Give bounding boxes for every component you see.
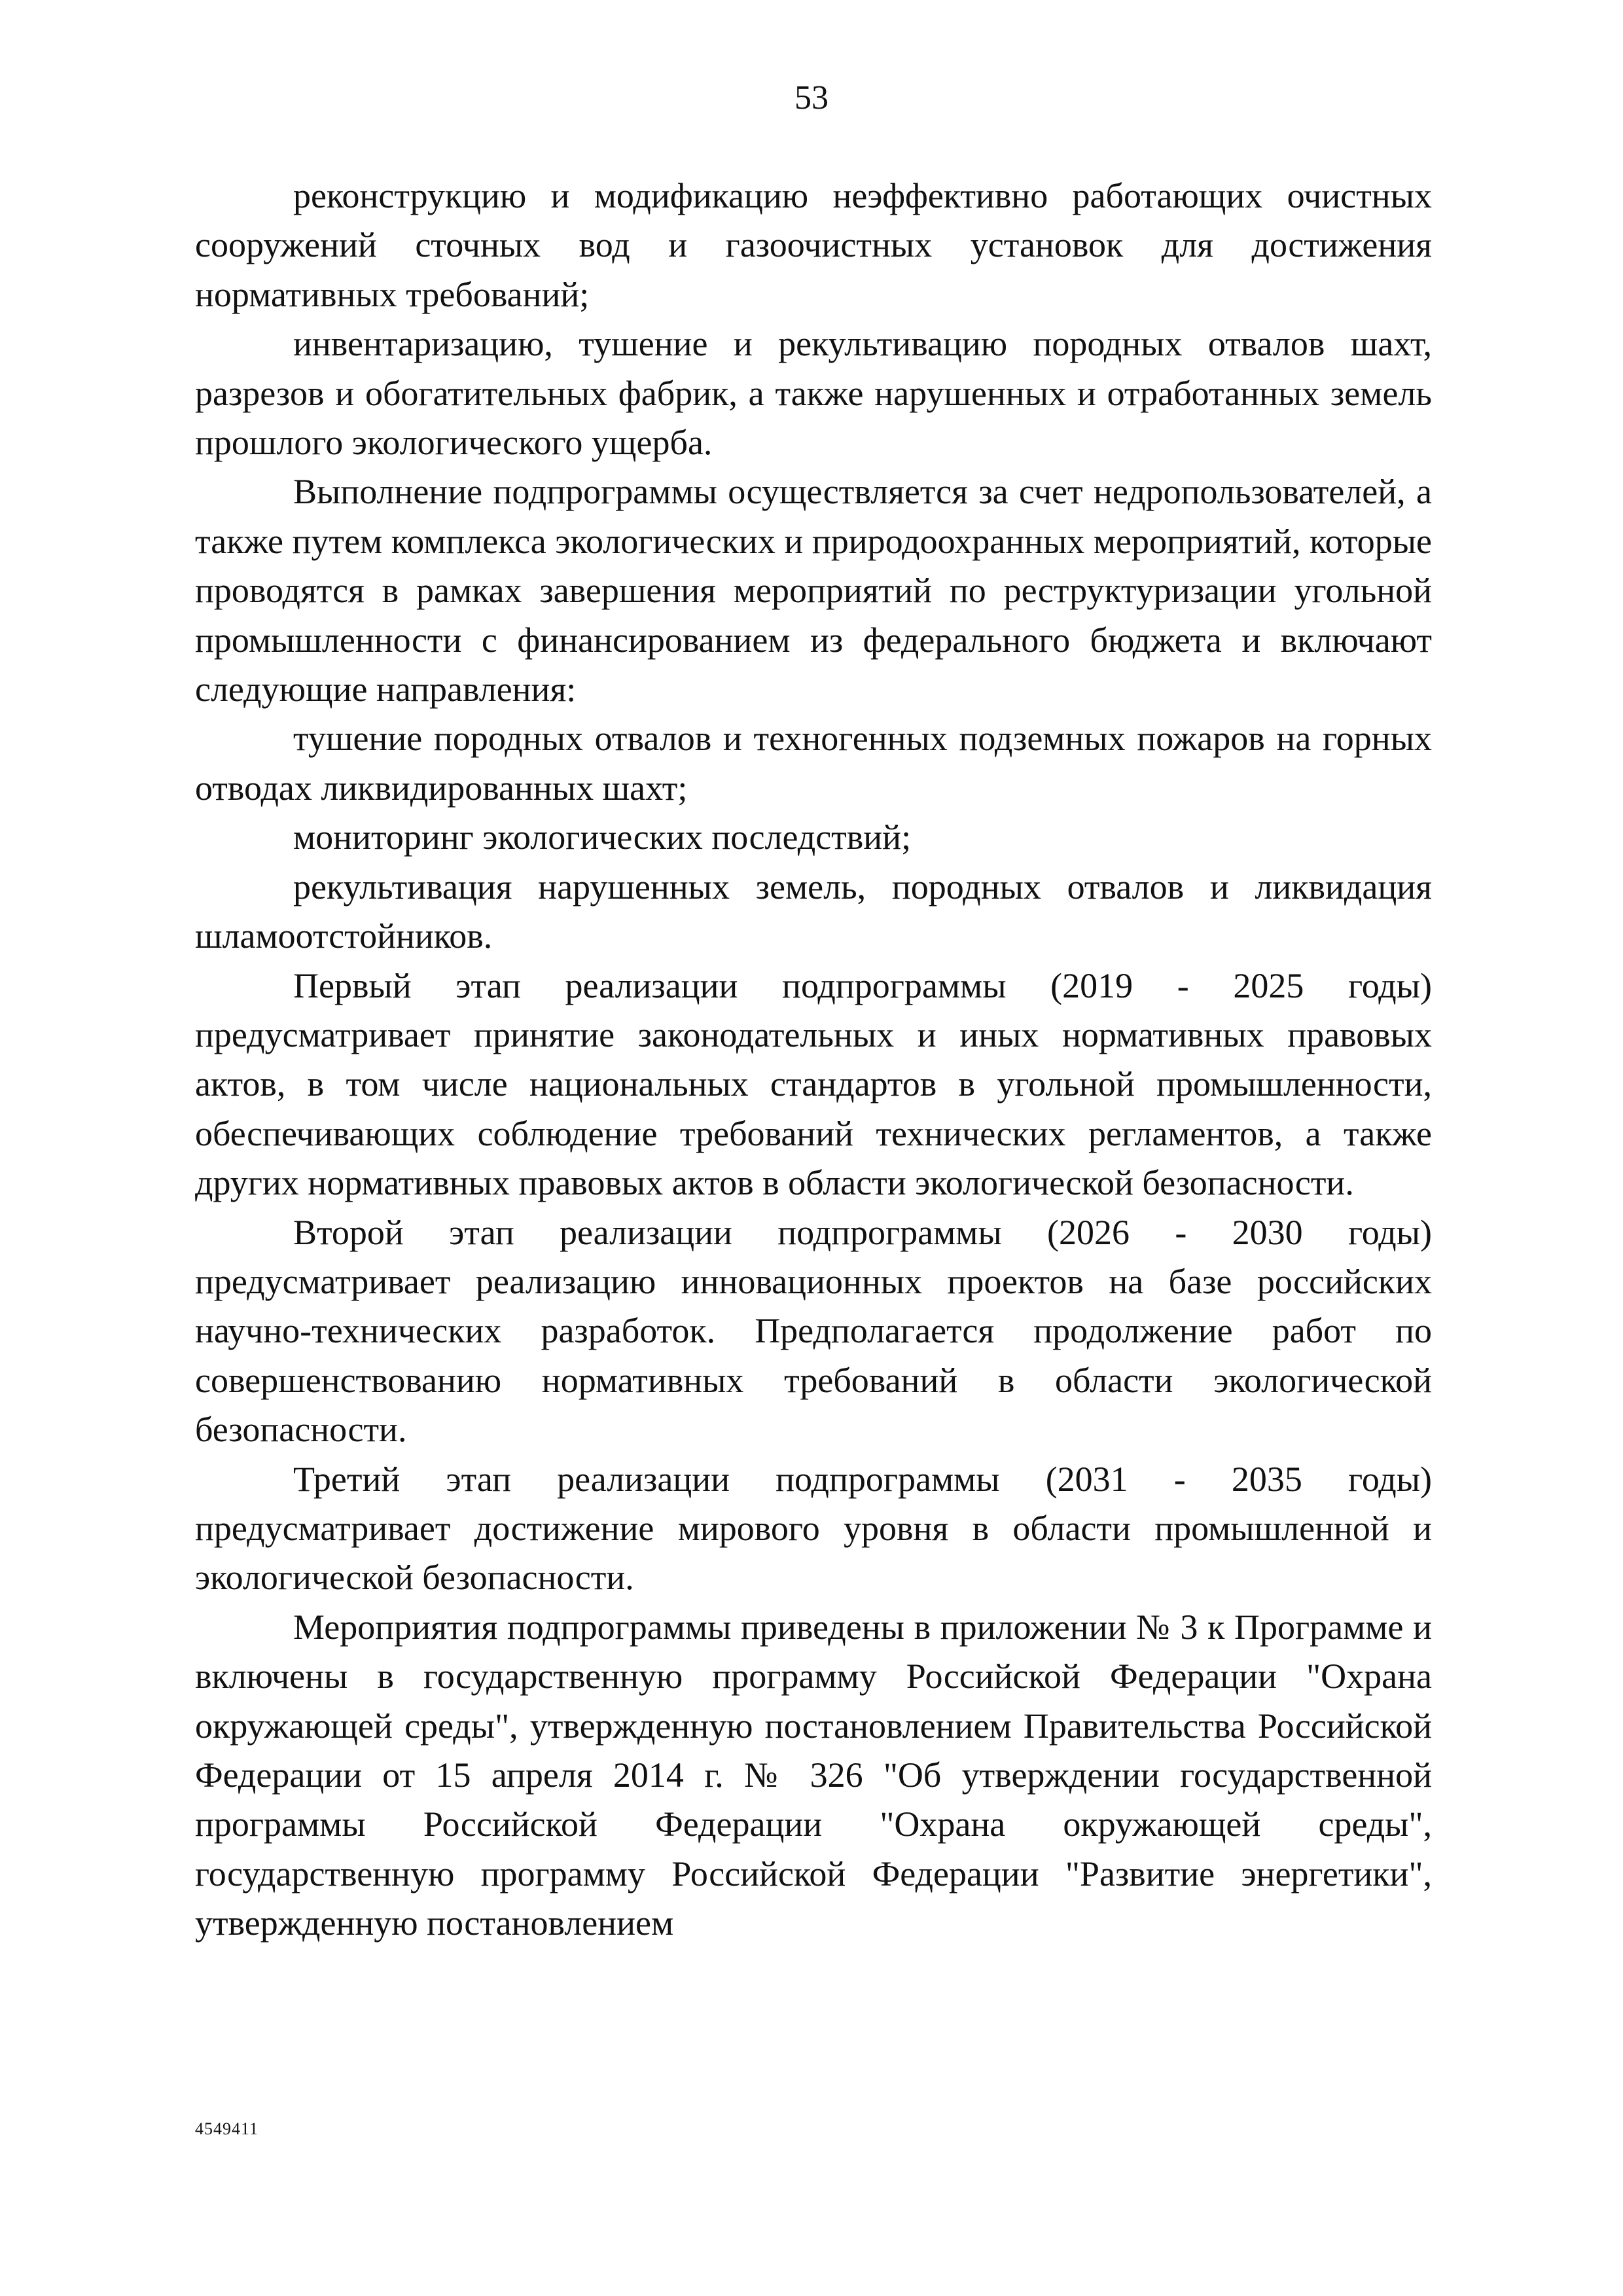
document-id: 4549411	[195, 2119, 259, 2138]
paragraph-first-stage: Первый этап реализации подпрограммы (2019 - 2025 годы) предусматривает принятие законодательных и иных нормативных правовых актов, в том числе национальных стандартов в угольной промышленности, обеспечивающих соблюдение требований технических регламентов, а также других нормативных правовых актов в области экологической безопасности.	[195, 965, 1432, 1203]
paragraph-recultivation: рекультивация нарушенных земель, породных отвалов и ликвидация шламоотстойников.	[195, 867, 1432, 956]
paragraph-activities: Мероприятия подпрограммы приведены в приложении № 3 к Программе и включены в государственную программу Российской Федерации "Охрана окружающей среды", утвержденную постановлением Правительства Российской Федерации от 15 апреля 2014 г. № 326 "Об утверждении государственной программы Российской Федерации "Охрана окружающей среды", государственную программу Российской Федерации "Развитие энергетики", утвержденную постановлением	[195, 1607, 1432, 1943]
paragraph-inventory: инвентаризацию, тушение и рекультивацию породных отвалов шахт, разрезов и обогатительных фабрик, а также нарушенных и отработанных земель прошлого экологического ущерба.	[195, 324, 1432, 463]
paragraph-extinguishing: тушение породных отвалов и техногенных подземных пожаров на горных отводах ликвидированных шахт;	[195, 719, 1432, 808]
paragraph-monitoring: мониторинг экологических последствий;	[293, 817, 912, 857]
paragraph-reconstruction: реконструкцию и модификацию неэффективно работающих очистных сооружений сточных вод и газоочистных установок для достижения нормативных требований;	[195, 176, 1432, 314]
page-number: 53	[794, 79, 829, 117]
document-body	[195, 171, 1432, 1948]
paragraph-second-stage: Второй этап реализации подпрограммы (2026 - 2030 годы) предусматривает реализацию инновационных проектов на базе российских научно-технических разработок. Предполагается продолжение работ по совершенствованию нормативных требований в области экологической безопасности.	[195, 1212, 1432, 1450]
paragraph-implementation: Выполнение подпрограммы осуществляется за счет недропользователей, а также путем комплекса экологических и природоохранных мероприятий, которые проводятся в рамках завершения мероприятий по реструктуризации угольной промышленности с финансированием из федерального бюджета и включают следующие направления:	[195, 472, 1432, 709]
paragraph-third-stage: Третий этап реализации подпрограммы (2031 - 2035 годы) предусматривает достижение мирового уровня в области промышленной и экологической безопасности.	[195, 1459, 1432, 1598]
